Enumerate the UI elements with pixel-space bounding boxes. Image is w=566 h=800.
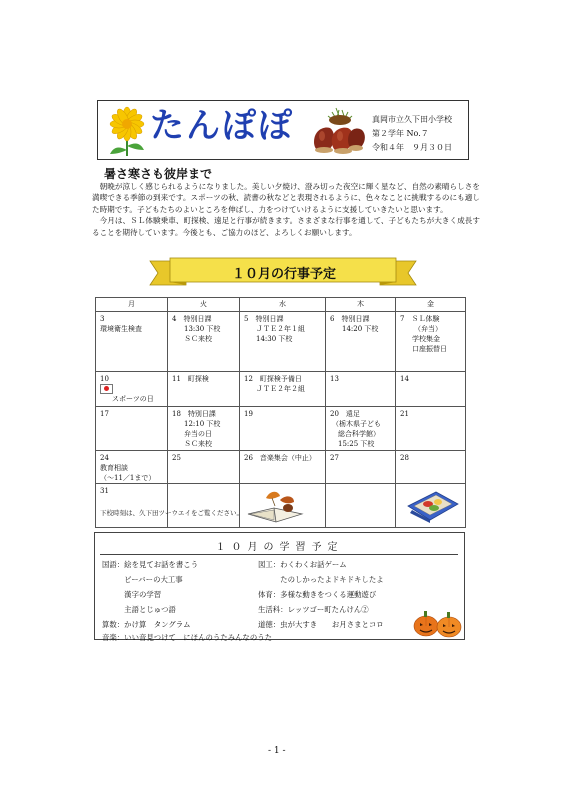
calendar-header-row [96, 298, 466, 312]
learning-item: 道徳：虫が大すき お月さまとコロ [258, 620, 384, 629]
pumpkin-icon [412, 606, 464, 638]
bento-box-icon [400, 486, 462, 524]
calendar-cell [96, 407, 168, 451]
calendar-cell [326, 312, 396, 372]
event-calendar [95, 297, 466, 528]
calendar-week [96, 372, 466, 407]
calendar-cell [240, 484, 326, 528]
cell-line: ＪＴＥ２年１組 [256, 325, 305, 333]
calendar-cell [326, 372, 396, 407]
calendar-cell [396, 451, 466, 484]
autumn-reading-icon [244, 486, 306, 524]
calendar-cell [240, 407, 326, 451]
cell-line: 教育相談 [100, 464, 128, 472]
cell-line: 弁当の日 [184, 430, 212, 438]
calendar-week [96, 407, 466, 451]
calendar-footnote: 下校時刻は、久下田ツーウエイをご覧ください。 [100, 509, 243, 517]
cell-line: （弁当） [414, 325, 442, 333]
cell-line: ＳＣ来校 [184, 440, 212, 448]
calendar-cell [240, 312, 326, 372]
cell-day: 13 [330, 375, 339, 383]
school-name: 真岡市立久下田小学校 [372, 115, 452, 124]
learning-item: 体育：多様な動きをつくる運動遊び [258, 590, 377, 599]
calendar-week [96, 484, 466, 528]
newsletter-title: たんぽぽ [150, 106, 294, 146]
intro-paragraph-2: 今月は、ＳＬ体験乗車、町探検、遠足と行事が続きます。さまざまな行事を通して、子どもたちが大きく成長することを期待しています。今後とも、ご協力のほど、よろしくお願いします。 [92, 216, 480, 237]
calendar-cell [396, 407, 466, 451]
cell-line: 総合科学館） [338, 430, 380, 438]
cell-day: 18 特別日課 [172, 410, 216, 418]
issue-date: 令和４年 ９月３０日 [372, 143, 452, 152]
calendar-cell [326, 484, 396, 528]
dandelion-icon [104, 106, 150, 158]
calendar-cell [96, 451, 168, 484]
learning-item: 生活科：レッツゴー町たんけん② [258, 605, 369, 614]
intro-heading: 暑さ寒さも彼岸まで [104, 167, 213, 181]
cell-day: 17 [100, 410, 109, 418]
learning-item: ビーバーの大工事 [102, 575, 183, 584]
learning-item: 主語とじゅつ語 [102, 605, 176, 614]
cell-line: （栃木県子ども [332, 420, 381, 428]
divider [100, 554, 458, 555]
learning-item: 図工：わくわくお話ゲーム [258, 560, 347, 569]
learning-item: 音楽：いい音見つけて にほんのうたみんなのうた [102, 633, 272, 642]
calendar-cell [396, 372, 466, 407]
cell-line: 環境衛生検査 [100, 325, 142, 333]
cell-day: 14 [400, 375, 409, 383]
cell-day: 10 [100, 375, 109, 383]
calendar-cell [396, 312, 466, 372]
learning-item: たのしかったよドキドキしたよ [258, 575, 384, 584]
cell-day: 6 特別日課 [330, 315, 370, 323]
cell-day: 27 [330, 454, 339, 462]
intro-body [92, 181, 480, 238]
calendar-cell [326, 407, 396, 451]
cell-day: 26 音楽集会（中止） [244, 454, 316, 462]
cell-day: 21 [400, 410, 409, 418]
intro-paragraph-1: 朝晩が涼しく感じられるようになりました。美しい夕焼け、澄み切った夜空に輝く星など、自然の素晴らしさを満喫できる季節の到来です。スポーツの秋、読書の秋などと表現されるように、色々なことに挑戦するのにも適した時期です。子どもたちのよいところを伸ばし、力をつけていけるように支援していきたいと思います。 [92, 182, 480, 214]
cell-line: 14:30 下校 [256, 335, 293, 343]
calendar-week [96, 312, 466, 372]
cell-line: 13:30 下校 [184, 325, 221, 333]
learning-item: 算数：かけ算 タングラム [102, 620, 191, 629]
calendar-cell [168, 407, 240, 451]
issue-number: 第２学年 No.７ [372, 129, 429, 138]
weekday-mon: 月 [96, 298, 168, 312]
school-info [372, 113, 452, 155]
calendar-cell [168, 312, 240, 372]
cell-day: 25 [172, 454, 181, 462]
calendar-cell [96, 372, 168, 407]
learning-item: 国語：絵を見てお話を書こう [102, 560, 199, 569]
cell-day: 28 [400, 454, 409, 462]
cell-line: 口座振替日 [412, 345, 447, 353]
weekday-wed: 水 [240, 298, 326, 312]
cell-day: 11 町探検 [172, 375, 209, 383]
calendar-cell [96, 312, 168, 372]
cell-day: 12 町探検予備日 [244, 375, 302, 383]
cell-line: 15:25 下校 [338, 440, 375, 448]
cell-line: 学校集金 [412, 335, 440, 343]
cell-line: 14:20 下校 [342, 325, 379, 333]
page-number: - 1 - [268, 746, 286, 756]
flag-icon [100, 384, 163, 394]
cell-day: 4 特別日課 [172, 315, 212, 323]
schedule-title: １０月の行事予定 [231, 267, 336, 282]
cell-line: 12:10 下校 [184, 420, 221, 428]
cell-day: 31 [100, 487, 109, 495]
cell-day: 5 特別日課 [244, 315, 284, 323]
calendar-cell [168, 372, 240, 407]
cell-day: 3 [100, 315, 105, 323]
cell-day: 7 ＳＬ体験 [400, 315, 440, 323]
weekday-thu: 木 [326, 298, 396, 312]
cell-line: ＪＴＥ２年２組 [256, 385, 305, 393]
calendar-week [96, 451, 466, 484]
calendar-cell [396, 484, 466, 528]
calendar-cell [168, 451, 240, 484]
weekday-fri: 金 [396, 298, 466, 312]
cell-line: ＳＣ来校 [184, 335, 212, 343]
learning-plan-title: １０月の学習予定 [215, 542, 344, 553]
calendar-cell [240, 451, 326, 484]
learning-item: 漢字の学習 [102, 590, 162, 599]
cell-day: 24 [100, 454, 109, 462]
cell-day: 20 遠足 [330, 410, 360, 418]
cell-line: （～11／1まで） [100, 474, 156, 482]
weekday-tue: 火 [168, 298, 240, 312]
calendar-cell [326, 451, 396, 484]
cell-line: スポーツの日 [112, 395, 154, 403]
calendar-cell [240, 372, 326, 407]
calendar-cell [168, 484, 240, 528]
cell-day: 19 [244, 410, 253, 418]
chestnut-icon [308, 106, 370, 158]
calendar-cell [96, 484, 168, 528]
